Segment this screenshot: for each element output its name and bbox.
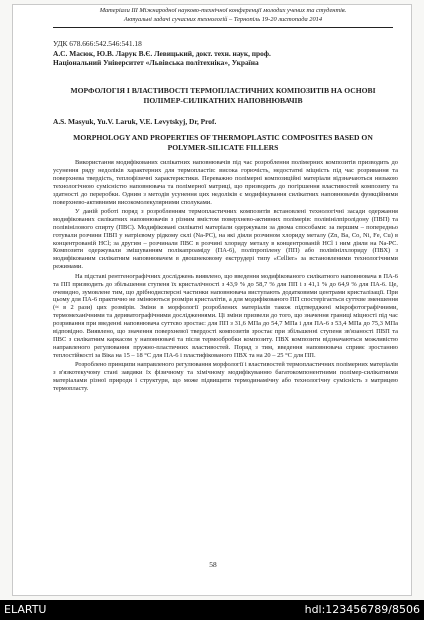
handle-link[interactable]: hdl:123456789/8506: [304, 603, 420, 616]
title-english: MORPHOLOGY AND PROPERTIES OF THERMOPLASTIC COMPOSITES BASED ON POLYMER-SILICATE FILLERS: [73, 133, 373, 152]
paragraph-3: На підставі рентгенографічних досліджень виявлено, що введення модифікованого силікатного наповнювача в ПА-6 та ПП призводить до збільшення ступеня їх кристалічності з 43,9 % до 58,7 % для ПП і з 41,1 % до 64,9 % для ПА-6. Це, очевидно, зумовлене тим, що дрібнодисперсні частинки наповнювача виступають додатковими центрами кристалізації. При цьому для ПА-6 практично не змінюються розміри кристалітів, а для модифікованого ПП спостерігається суттєве зменшення (≈ в 2 рази) цих розмірів. Зміни в морфології розроблених матеріалів також підтверджені мікрофотографічними, термомеханічними та дериватографічними дослідженнями. Ці зміни призвели до того, що значення границі міцності під час розривання при введенні наповнювача суттєво зростає: для ПП з 31,6 МПа до 54,7 МПа і для ПА-6 з 53,4 МПа до 75,3 МПа відповідно. Виявлено, що значення поверхневої твердості композитів зростає при збільшенні ступеня зв'язаності ПВП та ПВС з силікатним каркасом у наповнювачі та після термообробки композиту. ПВХ композити відзначаються можливістю направленого регулювання пружно-пластичних властивостей. Поряд з тим, введення наповнювача сприяє зростанню теплостійкості за Віка на 15 – 18 °С для ПА-6 і пластифікованого ПВХ та на 20 – 25 °С для ПП.: [53, 272, 398, 359]
udk-code: УДК 678.666:542.546:541.18: [53, 39, 142, 48]
viewer-status-bar: [0, 600, 424, 620]
running-header: [53, 7, 393, 24]
page-number: 58: [209, 560, 217, 569]
running-header-line-1: Матеріали ІІІ Міжнародної науково-технічної конференції молодих учених та студентів.: [99, 7, 347, 14]
paragraph-1: Використання модифікованих силікатних наповнювачів під час розроблення полімерних композитів призводить до усунення ряду недоліків характерних для термопластів: висока горючість, недостатні міцність під час розривання та поверхнева твердість, теплофізичні характеристики. Переважно полімерні композиційні матеріали відзначаються низькою технологічною сумісністю наповнювача та полімерної матриці, що призводить до погіршення властивостей композиту та здатності до переробки. Одним з методів усунення цих недоліків є модифікування силікатних наповнювачів функційними поверхнево-активними високомолекулярними сполуками.: [53, 159, 398, 206]
article-body: [53, 159, 398, 393]
paragraph-2: У даній роботі поряд з розробленням термопластичних композитів встановлені технологічні засади одержання модифікованих силікатних наповнювачів з різним вмістом поверхнево-активних полімерів: полівінілпіролідону (ПВП) та полівінілового спирту (ПВС). Модифіковані силікатні матеріали одержували за двома способами: за першим – попередньо готували розчини ПВП у натрієвому рідкому склі (Na-PC), на які діяли розчином хлориду металу (Zn, Ba, Co, Ni, Fe, Cu) в концентрованій HCl; за другим – розчинали ПВС в розчині хлориду металу в концентрованій HCl і ним діяли на Na-PC. Композити одержували змішуванням полікапроаміду (ПА-6), поліпропілену (ПП) або полівінілхлориду (ПВХ) з модифікованим силікатним наповнювачем в двошнековому екструдері типу «Cellier» за встановленими технологічними режимами.: [53, 207, 398, 271]
article-meta: [53, 39, 398, 68]
authors-ua: А.С. Масюк, Ю.В. Ларук В.Є. Левицький, докт. техн. наук, проф.: [53, 48, 271, 58]
header-rule: [53, 27, 393, 28]
authors-english: A.S. Masyuk, Yu.V. Laruk, V.E. Levytskyj, Dr, Prof.: [53, 117, 217, 126]
repository-label: ELARTU: [4, 603, 47, 616]
paragraph-4: Розроблено принципи направленого регулювання морфології і властивостей термопластичних полімерних матеріалів з в'язкотекучому стані завдяки їх фізичному та хімічному модифікуванню багатокомпонентними полімер-силікатними матеріалами різної природи і структури, що може підвищити термодинамічну або технологічну сумісність з матрицею термопласту.: [53, 361, 398, 392]
document-page: [12, 4, 412, 596]
running-header-line-2: Актуальні задачі сучасних технологій – Тернопіль 19-20 листопада 2014: [123, 15, 323, 23]
title-ukrainian: МОРФОЛОГІЯ І ВЛАСТИВОСТІ ТЕРМОПЛАСТИЧНИХ КОМПОЗИТІВ НА ОСНОВІ ПОЛІМЕР-СИЛІКАТНИХ НАПОВНЮВАЧІВ: [70, 86, 376, 105]
affiliation: Національний Університет «Львівська політехніка», Україна: [53, 58, 259, 68]
